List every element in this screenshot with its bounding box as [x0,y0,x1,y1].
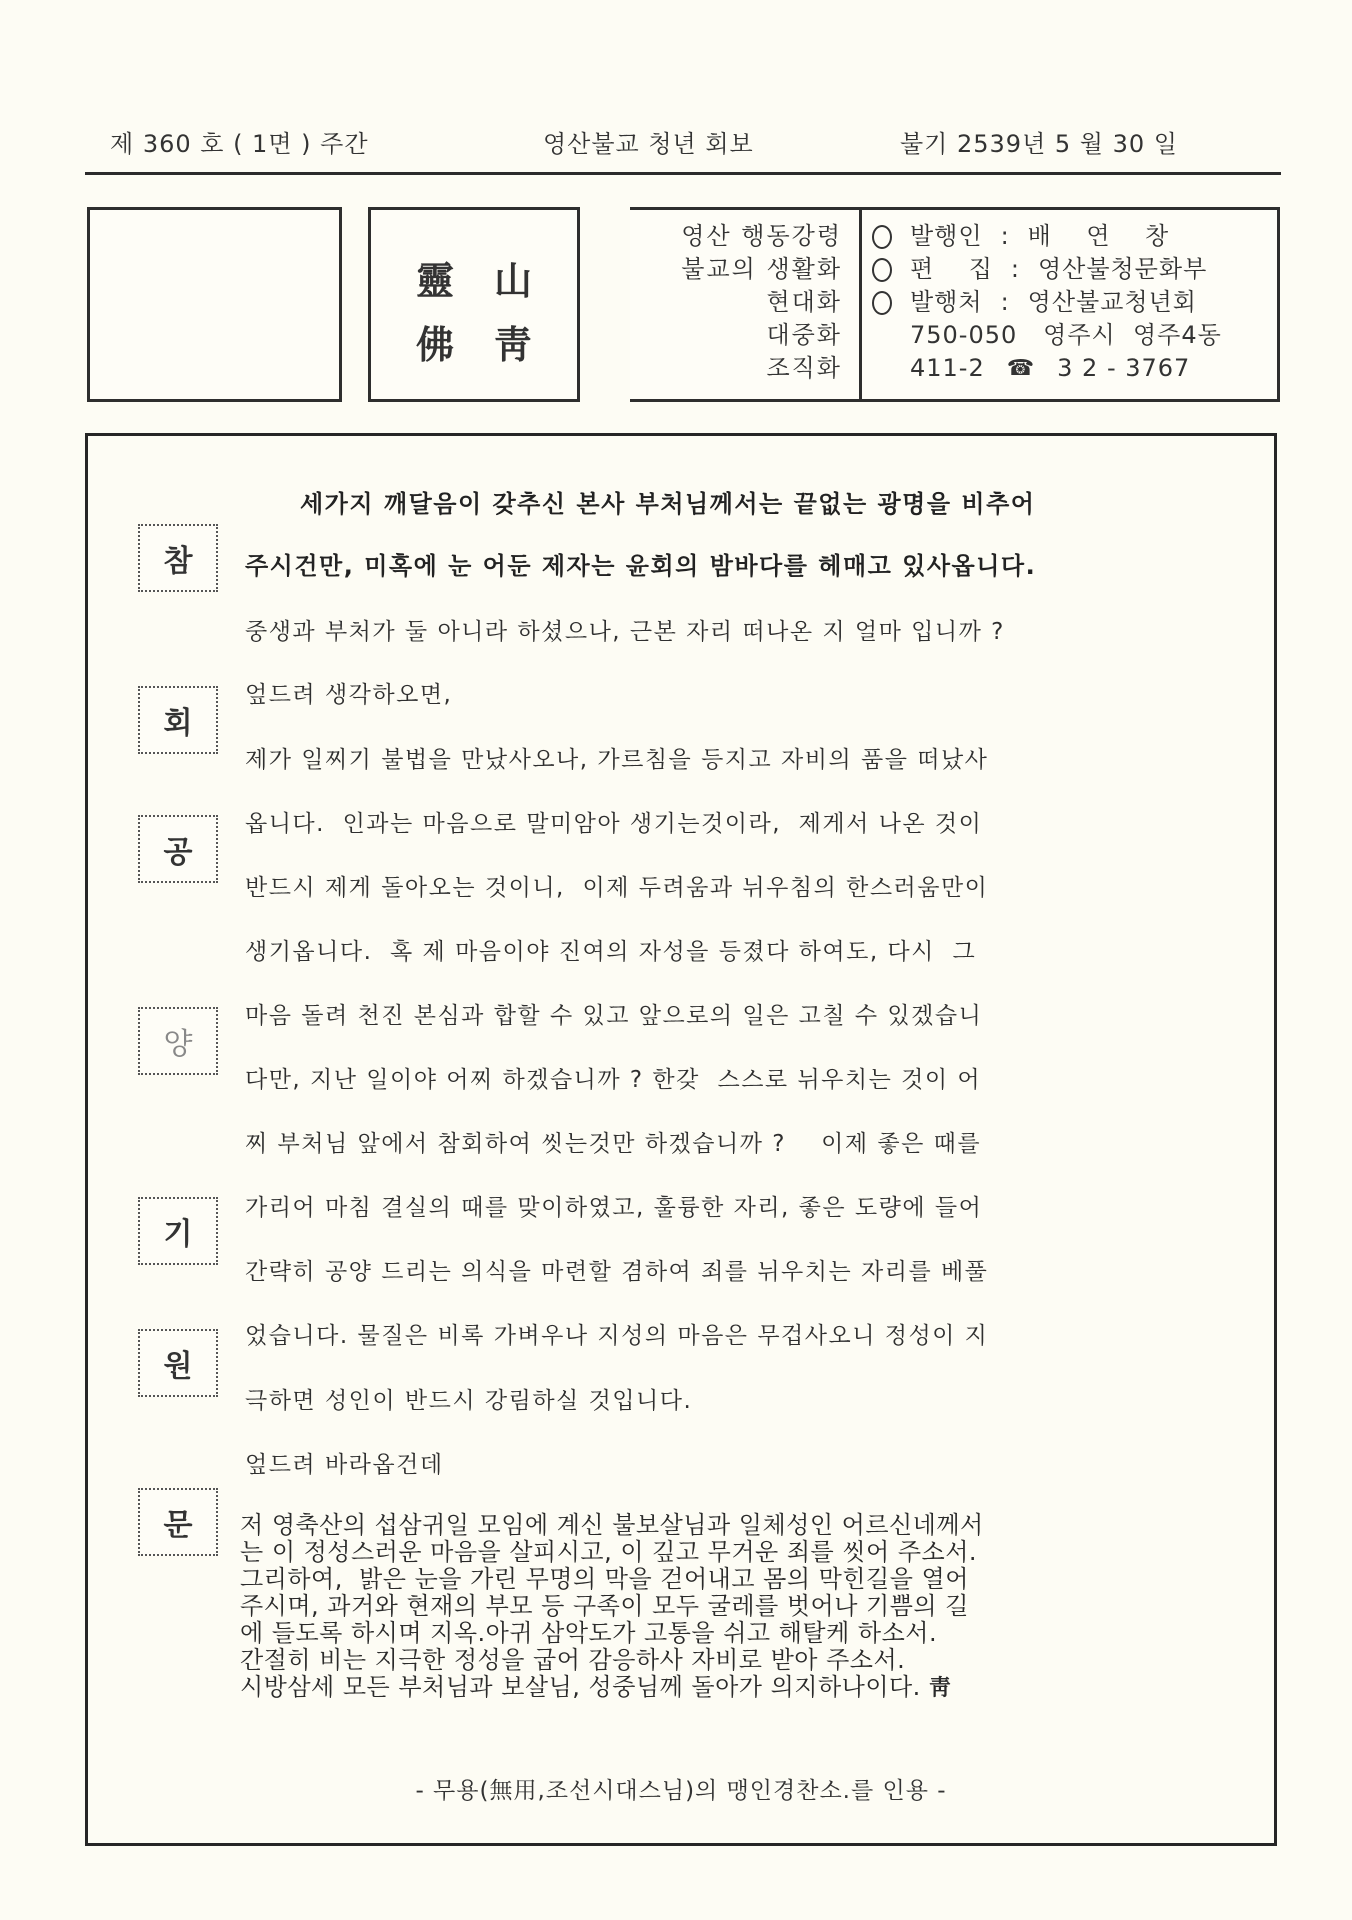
title-hanja-1: 靈 [415,258,454,303]
body-line-10: 다만, 지난 일이야 어찌 하겠습니까 ? 한갖 스스로 뉘우치는 것이 어 [245,1067,982,1093]
prayer-line-7 [240,1674,984,1702]
editor-value: 영산불청문화부 [1037,255,1208,283]
separator: : [1000,288,1010,316]
address-line: 750-050 영주시 영주4동 [910,321,1222,349]
prayer-line-2: 는 이 정성스러운 마음을 살피시고, 이 깊고 무거운 죄를 씻어 주소서. [240,1538,978,1566]
prayer-line-6: 간절히 비는 지극한 정성을 굽어 감응하사 자비로 받아 주소서. [240,1646,906,1674]
address-lot: 411-2 [910,354,985,382]
title-hanja-2: 山 [493,258,532,303]
title-hanja-3: 佛 [415,322,454,367]
masthead-rule [85,172,1281,175]
prayer-line-1: 저 영축산의 섭삼귀일 모임에 계신 불보살님과 일체성인 어르신네께서 [240,1511,984,1539]
bullet-circle-icon [872,291,892,315]
policy-line: 대중화 [766,321,842,349]
side-label-won: 원 [138,1329,218,1397]
body-line-4: 엎드려 생각하오면, [245,682,453,708]
body-line-16: 엎드려 바라옵건데 [245,1452,444,1478]
body-line-9: 마음 돌려 천진 본심과 합할 수 있고 앞으로의 일은 고칠 수 있겠습니 [245,1003,983,1029]
editor-row [872,253,1272,286]
citation-wrap [85,1772,1277,1805]
side-label-hoe: 회 [138,686,218,754]
prayer-block [240,1512,984,1702]
prayer-line-4: 주시며, 과거와 현재의 부모 등 구족이 모두 굴레를 벗어나 기쁨의 길 [240,1592,969,1620]
body-line-6: 옵니다. 인과는 마음으로 말미암아 생기는것이라, 제게서 나온 것이 [245,811,983,837]
body-line-13: 간략히 공양 드리는 의식을 마련할 겸하여 죄를 뉘우치는 자리를 베풀 [245,1259,989,1285]
publisher-value: 배 연 창 [1027,222,1170,250]
body-line-12: 가리어 마침 결실의 때를 맞이하였고, 훌륭한 자리, 좋은 도량에 들어 [245,1195,983,1221]
end-mark-icon: 靑 [928,1675,952,1701]
body-line-11: 찌 부처님 앞에서 참회하여 씻는것만 하겠습니까 ? 이제 좋은 때를 [245,1131,982,1157]
policy-line: 현대화 [766,288,842,316]
publisher-info [872,220,1272,385]
prayer-line-5: 에 들도록 하시며 지옥.아귀 삼악도가 고통을 쉬고 해탈케 하소서. [240,1619,938,1647]
body-line-14: 었습니다. 물질은 비록 가벼우나 지성의 마음은 무겁사오니 정성이 지 [245,1323,989,1349]
body-line-3: 중생과 부처가 둘 아니라 하셨으나, 근본 자리 떠나온 지 얼마 입니까 ? [245,619,1005,645]
body-line-15: 극하면 성인이 반드시 강림하실 것입니다. [245,1388,693,1414]
side-label-yang: 양 [138,1007,218,1075]
side-label-gong: 공 [138,815,218,883]
body-line-1: 세가지 깨달음이 갖추신 본사 부처님께서는 끝없는 광명을 비추어 [300,490,1036,518]
publisher-row [872,220,1272,253]
body-line-7: 반드시 제게 돌아오는 것이니, 이제 두려움과 뉘우침의 한스러움만이 [245,875,989,901]
issue-number: 제 360 호 ( 1면 ) 주간 [110,130,369,158]
separator: : [1010,255,1020,283]
title-hanja-4: 靑 [493,322,532,367]
body-line-8: 생기옵니다. 혹 제 마음이야 진여의 자성을 등졌다 하여도, 다시 그 [245,939,977,965]
citation: - 무용(無用,조선시대스님)의 맹인경찬소.를 인용 - [415,1778,947,1804]
policy-line: 조직화 [766,354,842,382]
editor-label: 편 집 [910,255,993,283]
separator: : [1000,222,1010,250]
office-value: 영산불교청년회 [1027,288,1197,316]
info-divider [859,210,862,399]
side-label-gi: 기 [138,1197,218,1265]
office-label: 발행처 [910,288,983,316]
policy-line: 불교의 생활화 [681,255,842,283]
info-box [630,207,1280,402]
publisher-label: 발행인 [910,222,983,250]
body-line-2: 주시건만, 미혹에 눈 어둔 제자는 윤회의 밤바다를 헤매고 있사옵니다. [245,552,1037,580]
phone-row [872,352,1272,385]
bullet-circle-icon [872,258,892,282]
telephone-icon: ☎ [1006,356,1036,381]
office-row [872,286,1272,319]
prayer-line-7-text: 시방삼세 모든 부처님과 보살님, 성중님께 돌아가 의지하나이다. [240,1673,921,1701]
publication-name: 영산불교 청년 회보 [543,130,754,158]
prayer-line-3: 그리하여, 밝은 눈을 가린 무명의 막을 걷어내고 몸의 막힌길을 열어 [240,1565,969,1593]
address-row [872,319,1272,352]
bullet-circle-icon [872,225,892,249]
title-box [368,207,580,402]
publication-date: 불기 2539년 5 월 30 일 [900,130,1178,158]
blank-box [87,207,342,402]
policy-list [630,220,842,385]
policy-line: 영산 행동강령 [681,222,842,250]
side-label-cham: 참 [138,524,218,592]
side-label-mun: 문 [138,1488,218,1556]
phone-number: 3 2 - 3767 [1057,354,1191,382]
body-line-5: 제가 일찌기 불법을 만났사오나, 가르침을 등지고 자비의 품을 떠났사 [245,747,989,773]
